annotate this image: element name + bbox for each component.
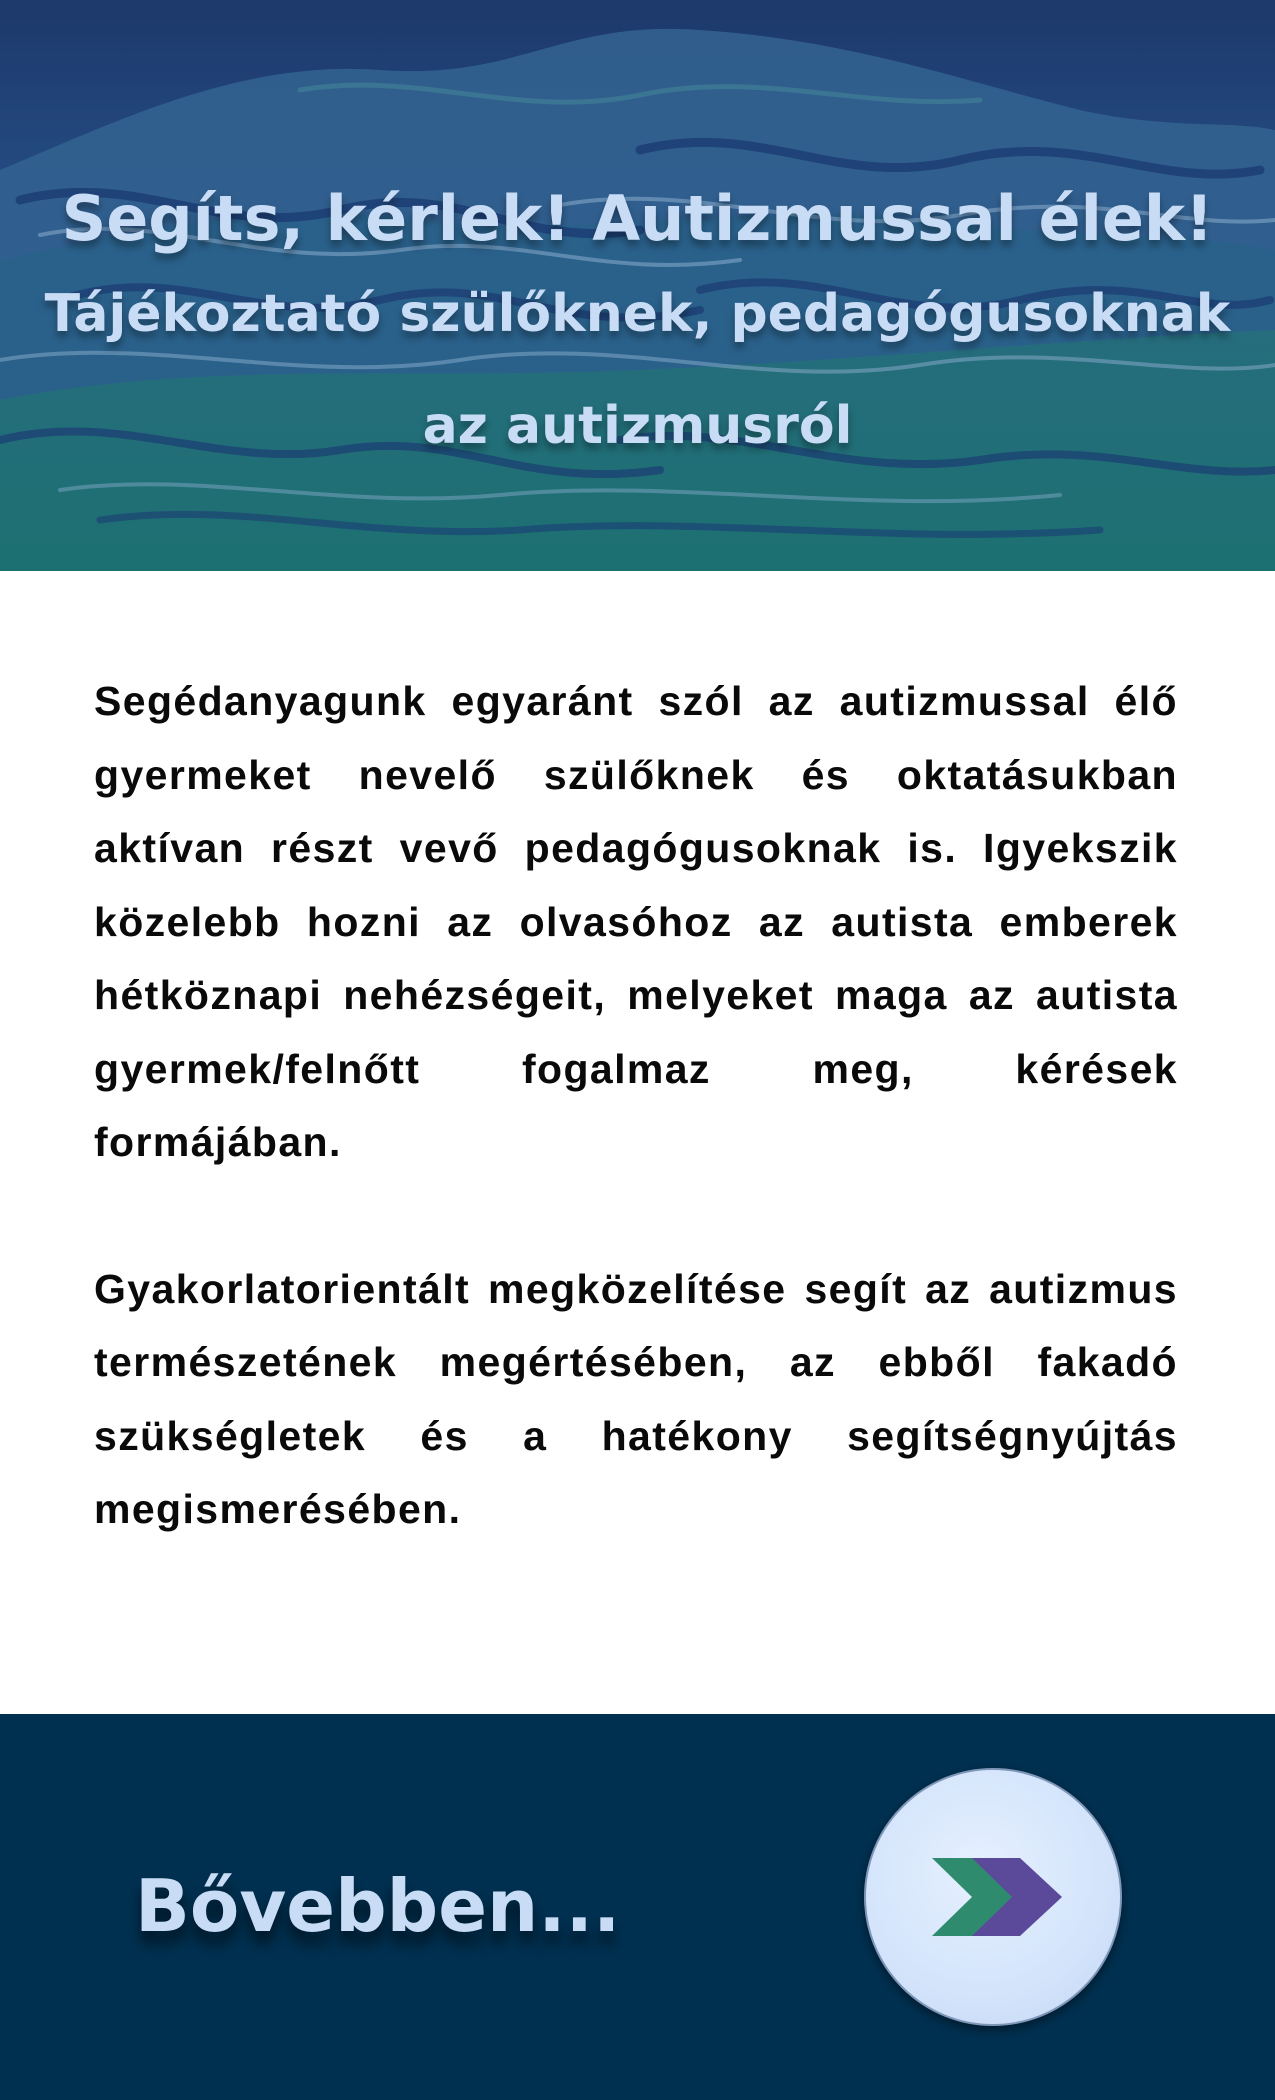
header-banner bbox=[0, 0, 1275, 571]
description-content bbox=[94, 665, 1178, 1547]
next-button[interactable] bbox=[864, 1768, 1122, 2026]
page-subtitle bbox=[0, 258, 1275, 482]
page-title: Segíts, kérlek! Autizmussal élek! bbox=[61, 181, 1214, 255]
description-paragraph-1: Segédanyagunk egyaránt szól az autizmussal élő gyermeket nevelő szülőknek és oktatásukban aktívan részt vevő pedagógusoknak is. Igyekszik közelebb hozni az olvasóhoz az autista emberek hétköznapi nehézségeit, melyeket maga az autista gyermek/felnőtt fogalmaz meg, kérések formájában. bbox=[94, 678, 1178, 1165]
subtitle-line-1: Tájékoztató szülőknek, pedagógusoknak bbox=[44, 284, 1231, 344]
double-chevron-right-icon bbox=[866, 1770, 1120, 2024]
description-paragraph-2: Gyakorlatorientált megközelítése segít az autizmus természetének megértésében, az ebből fakadó szükségletek és a hatékony segítségnyújtás megismerésében. bbox=[94, 1265, 1178, 1532]
more-link[interactable]: Bővebben... bbox=[135, 1864, 621, 1948]
footer-bar bbox=[0, 1714, 1275, 2100]
subtitle-line-2: az autizmusról bbox=[422, 396, 853, 456]
